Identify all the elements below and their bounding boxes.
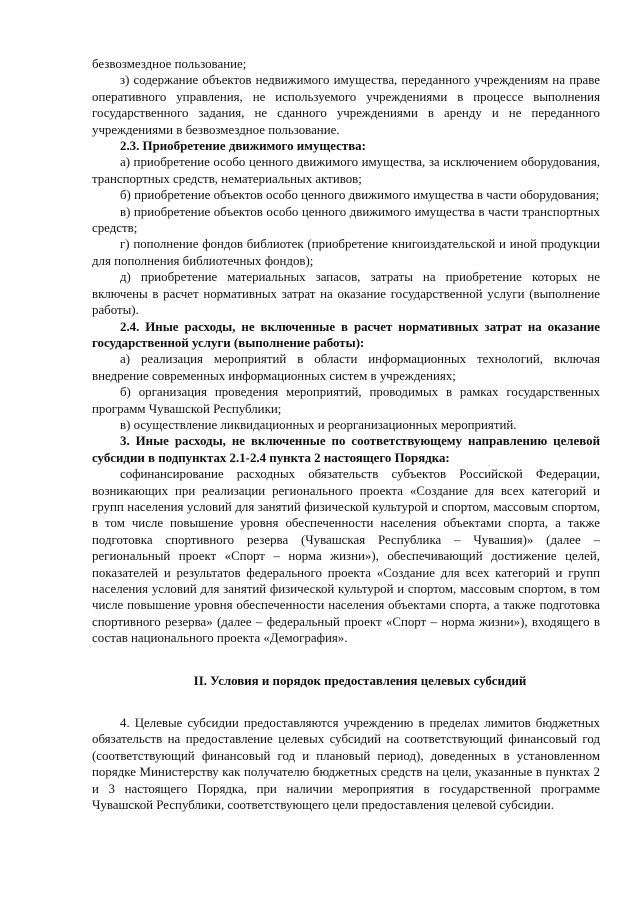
paragraph: д) приобретение материальных запасов, затраты на приобретение которых не включены в расчет нормативных затрат на оказание государственной услуги (выполнение работы). [92,270,600,318]
section-heading: II. Условия и порядок предоставления целевых субсидий [193,673,527,688]
paragraph: в) приобретение объектов особо ценного движимого имущества в части транспортных средств; [92,204,600,236]
paragraph: 2.4. Иные расходы, не включенные в расчет нормативных затрат на оказание государственной услуги (выполнение работы): [92,319,600,350]
document-body [92,56,600,647]
paragraph: б) организация проведения мероприятий, проводимых в рамках государственных программ Чувашской Республики; [92,385,600,416]
paragraph: 2.3. Приобретение движимого имущества: [120,139,366,154]
paragraph: безвозмездное пользование; [92,57,247,71]
paragraph: 3. Иные расходы, не включенные по соответствующему направлению целевой субсидии в подпунктах 2.1-2.4 пункта 2 настоящего Порядка: [92,434,600,465]
document-body-after-heading [92,715,600,813]
paragraph: а) приобретение особо ценного движимого имущества, за исключением оборудования, транспортных средств, нематериальных активов; [92,155,600,186]
paragraph: в) осуществление ликвидационных и реорганизационных мероприятий. [120,417,517,432]
paragraph: з) содержание объектов недвижимого имущества, переданного учреждениям на праве оперативного управления, не используемого учреждениями в процессе выполнения государственного задания, не сданного учреждениями в аренду и не переданного учреждениями в безвозмездное пользование. [92,73,600,137]
paragraph: 4. Целевые субсидии предоставляются учреждению в пределах лимитов бюджетных обязательств на предоставление целевых субсидий на соответствующий финансовый год (соответствующий финансовый год и плановый период), доведенных в установленном порядке Министерству как получателю бюджетных средств на цели, указанные в пунктах 2 и 3 настоящего Порядка, при наличии мероприятия в государственной программе Чувашской Республики, соответствующего цели предоставления целевой субсидии. [92,716,600,813]
paragraph: г) пополнение фондов библиотек (приобретение книгоиздательской и иной продукции для пополнения библиотечных фондов); [92,237,600,268]
paragraph: а) реализация мероприятий в области информационных технологий, включая внедрение современных информационных систем в учреждениях; [92,352,600,383]
paragraph: б) приобретение объектов особо ценного движимого имущества в части оборудования; [120,188,600,203]
paragraph: софинансирование расходных обязательств субъектов Российской Федерации, возникающих при реализации регионального проекта «Создание для всех категорий и групп населения условий для занятий физической культурой и спортом, массовым спортом, в том числе повышение уровня обеспеченности населения объектами спорта, а также подготовка спортивного резерва (Чувашская Республика – Чувашия)» (далее – региональный проект «Спорт – норма жизни»), обеспечивающий достижение целей, показателей и результатов федерального проекта «Создание для всех категорий и групп населения условий для занятий физической культурой и спортом, массовым спортом, в том числе повышение уровня обеспеченности населения объектами спорта, а также подготовка спортивного резерва» (далее – федеральный проект «Спорт – норма жизни»), входящего в состав национального проекта «Демография». [92,467,600,646]
